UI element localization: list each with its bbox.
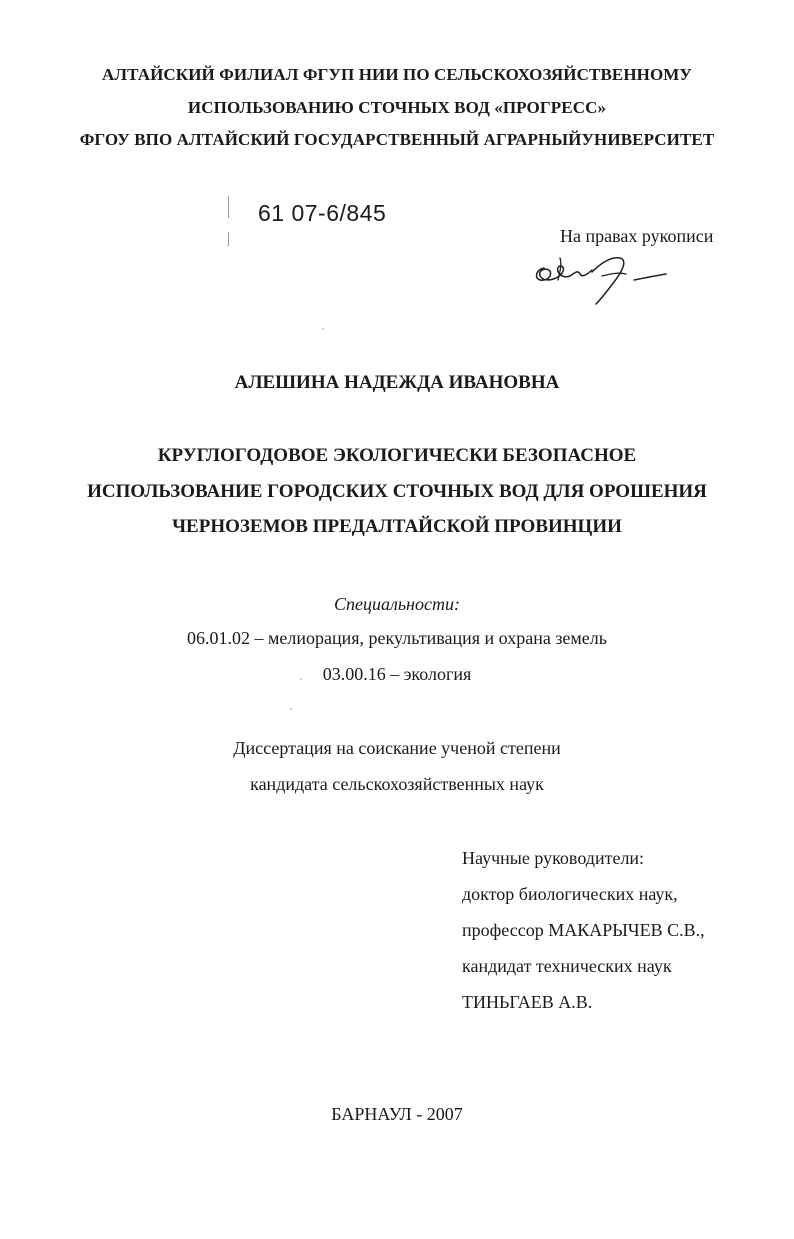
title-line-3: ЧЕРНОЗЕМОВ ПРЕДАЛТАЙСКОЙ ПРОВИНЦИИ bbox=[172, 516, 622, 537]
specialty-item: 06.01.02 – мелиорация, рекультивация и охрана земель bbox=[187, 628, 607, 648]
supervisor-line: ТИНЬГАЕВ А.В. bbox=[462, 992, 593, 1012]
degree-line-1: Диссертация на соискание ученой степени bbox=[233, 738, 561, 758]
manuscript-rights-note: На правах рукописи bbox=[560, 226, 714, 246]
specialties-heading: Специальности: bbox=[334, 594, 460, 614]
scan-speck bbox=[322, 328, 324, 330]
specialty-item: 03.00.16 – экология bbox=[322, 664, 472, 684]
institution-line-1: АЛТАЙСКИЙ ФИЛИАЛ ФГУП НИИ ПО СЕЛЬСКОХОЗЯЙСТВЕННОМУ bbox=[101, 65, 693, 84]
institution-line-2: ИСПОЛЬЗОВАНИЮ СТОЧНЫХ ВОД «ПРОГРЕСС» bbox=[187, 98, 607, 117]
supervisor-line: кандидат технических наук bbox=[462, 956, 672, 976]
supervisor-line: профессор МАКАРЫЧЕВ С.В., bbox=[462, 920, 705, 940]
scan-speck bbox=[290, 708, 292, 710]
library-stamp-code: 61 07-6/845 bbox=[258, 200, 387, 226]
supervisors-heading: Научные руководители: bbox=[462, 848, 645, 868]
supervisor-line: доктор биологических наук, bbox=[462, 884, 678, 904]
signature-icon bbox=[530, 250, 680, 308]
institution-line-3: ФГОУ ВПО АЛТАЙСКИЙ ГОСУДАРСТВЕННЫЙ АГРАРНЫЙУНИВЕРСИТЕТ bbox=[79, 130, 715, 149]
stamp-mark-bottom bbox=[228, 232, 229, 246]
title-line-2: ИСПОЛЬЗОВАНИЕ ГОРОДСКИХ СТОЧНЫХ ВОД ДЛЯ ОРОШЕНИЯ bbox=[87, 481, 707, 502]
degree-line-2: кандидата сельскохозяйственных наук bbox=[250, 774, 544, 794]
city-year: БАРНАУЛ - 2007 bbox=[331, 1104, 463, 1124]
stamp-mark-top bbox=[228, 196, 229, 218]
author-name: АЛЕШИНА НАДЕЖДА ИВАНОВНА bbox=[234, 372, 560, 393]
title-line-1: КРУГЛОГОДОВОЕ ЭКОЛОГИЧЕСКИ БЕЗОПАСНОЕ bbox=[157, 445, 637, 466]
